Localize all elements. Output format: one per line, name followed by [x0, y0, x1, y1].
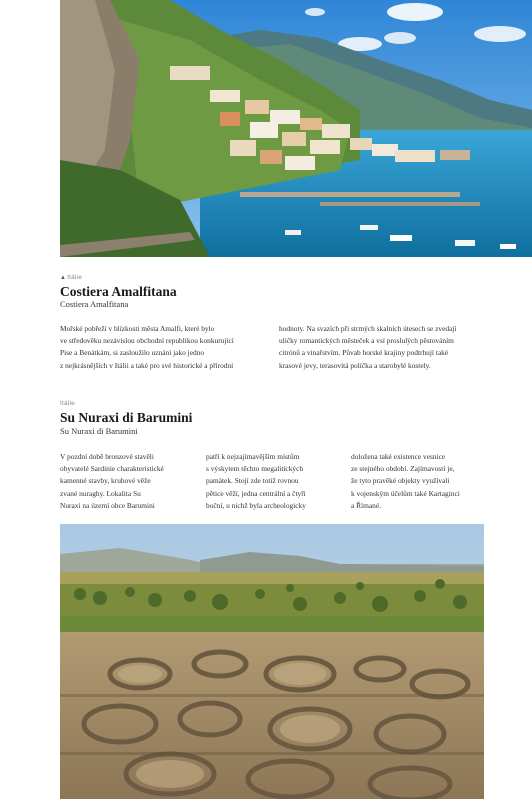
text-column: doložena také existence vesnice ze stejného období. Zajímavostí je, že tyto pravěké objekty využívali k vojenským účelům také Kartaginci a Římané. — [351, 452, 460, 510]
text-column: Mořské pobřeží v blízkosti města Amalfi, které bylo ve středověku nezávislou obchodní republikou konkurující Pise a Benátkám, si zasloužilo uznání jako jedno z nejkrásnějších v Itálii a také pro své historické a přírodní — [60, 324, 234, 370]
subtitle: Costiera Amalfitana — [60, 299, 129, 309]
subtitle: Su Nuraxi di Barumini — [60, 426, 138, 436]
section-title: Su Nuraxi di Barumini — [60, 410, 193, 425]
nuraxi-ruins-photo — [60, 524, 484, 799]
text-column: hodnoty. Na svazích při strmých skalních útesech se zvedají uličky romantických městeček a vsí proslulých pěstováním citrónů a vinařstvím. Půvab horské krajiny podtrhují také krasové jevy, terasovitá políčka a starobylé kostely. — [279, 324, 457, 370]
triangle-icon: ▲ — [60, 275, 67, 281]
page-title: Costiera Amalfitana — [60, 284, 177, 299]
country-label: Itálie — [60, 400, 75, 407]
text-column: V pozdní době bronzové stavěli obyvatelé Sardinie charakteristické kamenné stavby, kruhové věže zvané nuraghy. Lokalita Su Nuraxi na území obce Barumini — [60, 452, 164, 510]
text-column: patří k nejzajímavějším místům s výskytem těchto megalitických památek. Stojí zde totiž rovnou pětice věží, jedna centrální a čtyři boční, u nichž byla archeologicky — [206, 452, 306, 510]
country-label: ▲Itálie — [60, 274, 83, 281]
amalfi-coast-photo — [60, 0, 532, 257]
